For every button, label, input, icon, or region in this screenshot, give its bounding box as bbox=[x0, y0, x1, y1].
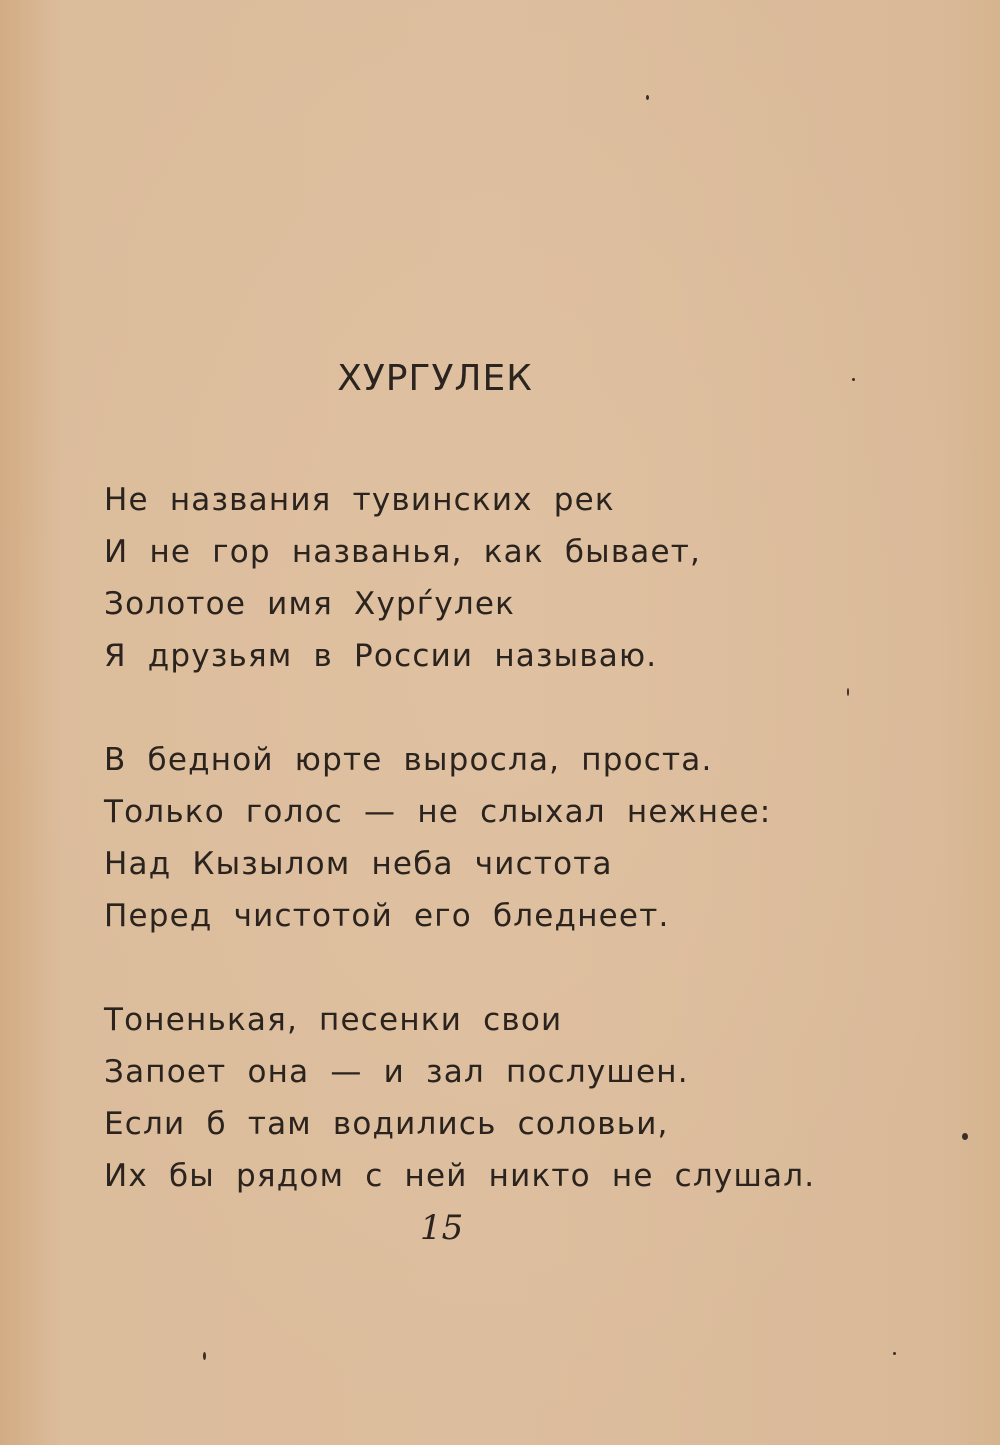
paper-speck bbox=[852, 378, 855, 381]
stanza-3 bbox=[104, 994, 904, 1202]
poem-line: Золотое имя Хурѓулек bbox=[104, 586, 516, 622]
poem-line: Перед чистотой его бледнеет. bbox=[104, 898, 670, 934]
poem-title: ХУРГУЛЕК bbox=[337, 358, 533, 399]
stanza-1 bbox=[104, 474, 904, 682]
poem-line: Не названия тувинских рек bbox=[104, 482, 615, 518]
paper-speck bbox=[847, 688, 849, 696]
poem-line: В бедной юрте выросла, проста. bbox=[104, 742, 713, 778]
poem-line: Только голос — не слыхал нежнее: bbox=[104, 794, 772, 830]
poem-line: Если б там водились соловьи, bbox=[104, 1106, 669, 1142]
poem-body bbox=[104, 474, 904, 1254]
poem-line: Их бы рядом с ней никто не слушал. bbox=[104, 1158, 816, 1194]
page-number: 15 bbox=[420, 1208, 464, 1248]
paper-speck bbox=[893, 1352, 896, 1355]
poem-line: Над Кызылом неба чистота bbox=[104, 846, 613, 882]
paper-speck bbox=[646, 95, 649, 100]
paper-speck bbox=[962, 1133, 968, 1140]
stanza-2 bbox=[104, 734, 904, 942]
poem-line: И не гор названья, как бывает, bbox=[104, 534, 702, 570]
poem-line: Тоненькая, песенки свои bbox=[104, 1002, 563, 1038]
poem-line: Я друзьям в России называю. bbox=[104, 638, 658, 674]
paper-speck bbox=[203, 1352, 206, 1360]
poem-line: Запоет она — и зал послушен. bbox=[104, 1054, 689, 1090]
